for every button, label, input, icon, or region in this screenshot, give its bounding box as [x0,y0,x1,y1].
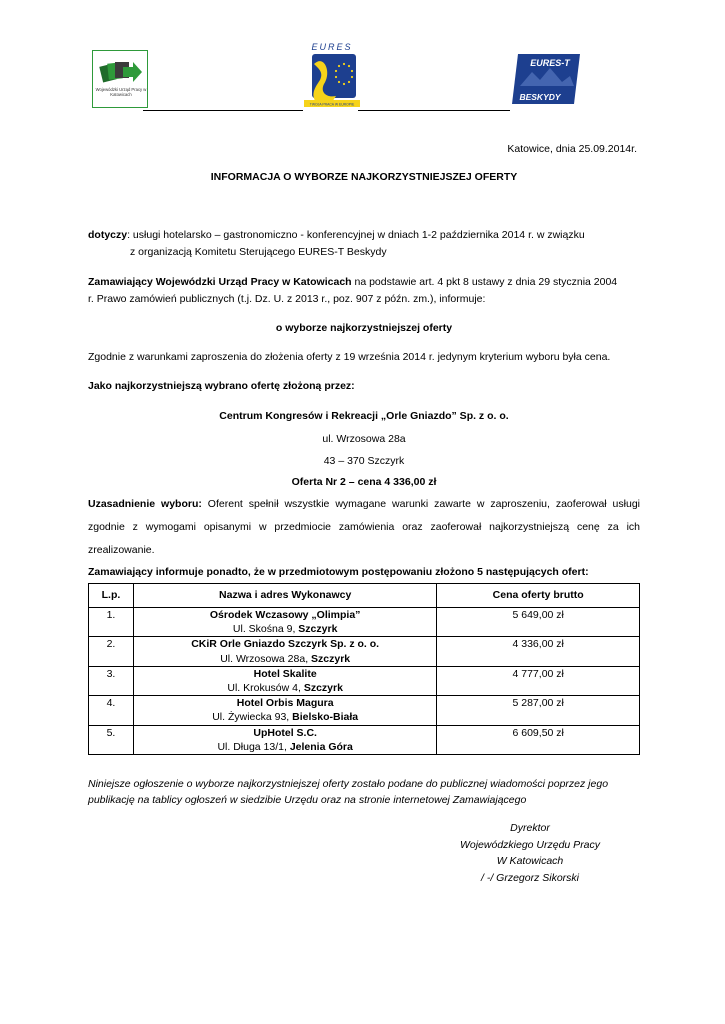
contractor-city: Bielsko-Biała [292,711,359,724]
contractor-name: CKiR Orle Gniazdo Szczyrk Sp. z o. o. [191,638,380,651]
signature-name: / -/ Grzegorz Sikorski [480,871,580,884]
row-lp: 2. [89,637,134,666]
notice-line-2: publikację na tablicy ogłoszeń w siedzibie Urzędu oraz na stronie internetowej Zamawiającego [88,794,527,806]
contractor-name: Hotel Orbis Magura [236,697,334,710]
contractor-city: Szczyrk [298,623,338,636]
row-lp: 4. [89,696,134,725]
offers-intro: Zamawiający informuje ponadto, że w przedmiotowym postępowaniu złożono 5 następujących ofert: [88,566,589,578]
eures-logo-band: TWOJA PRACA W EUROPIE [309,102,355,107]
subheading: o wyborze najkorzystniejszej oferty [275,322,453,334]
contractor-address [138,710,432,724]
wup-logo [92,50,148,108]
document-title: INFORMACJA O WYBORZE NAJKORZYSTNIEJSZEJ OFERTY [210,171,518,183]
intro-ordering-party: Zamawiający Wojewódzki Urząd Pracy w Katowicach [88,276,352,288]
signature-city: W Katowicach [496,855,564,867]
row-price: 5 649,00 zł [437,608,640,637]
subject-line-2: z organizacją Komitetu Sterującego EURES-T Beskydy [130,246,387,258]
header-rule-right [358,110,510,111]
notice-line-1: Niniejsze ogłoszenie o wyborze najkorzystniejszej oferty zostało podane do publicznej wiadomości poprzez jego [88,778,609,790]
eurest-logo-line1: EURES-T [530,58,570,68]
contractor-city: Szczyrk [311,652,351,665]
row-contractor [133,637,436,666]
contractor-street: Ul. Długa 13/1, [217,740,290,753]
row-lp: 5. [89,725,134,754]
subject-text: : usługi hotelarsko – gastronomiczno - konferencyjnej w dniach 1-2 października 2014 r. w związku [127,229,585,241]
row-lp: 1. [89,608,134,637]
header-rule-left [143,110,303,111]
eures-logo-text: EURES [311,42,353,52]
contractor-city: Jelenia Góra [289,740,353,753]
justification-line-2: zgodnie z wymogami opisanymi w przedmiocie zamówienia oraz zaoferował najkorzystniejszą cenę za ich [88,521,640,533]
table-header-row [89,584,640,608]
signature-office: Wojewódzkiego Urzędu Pracy [459,838,601,851]
winner-street: ul. Wrzosowa 28a [322,433,406,445]
contractor-street: Ul. Krokusów 4, [227,682,304,695]
winner-city: 43 – 370 Szczyrk [323,455,405,467]
contractor-address [138,740,432,754]
contractor-address [138,681,432,695]
contractor-street: Ul. Żywiecka 93, [212,711,293,724]
contractor-address [138,622,432,636]
justification-line-1 [88,497,640,511]
intro-text: na podstawie art. 4 pkt 8 ustawy z dnia 29 stycznia 2004 [351,276,618,288]
winner-name: Centrum Kongresów i Rekreacji „Orle Gniazdo” Sp. z o. o. [219,410,509,422]
contractor-name: Ośrodek Wczasowy „Olimpia” [209,609,361,621]
row-contractor [133,696,436,725]
intro-line-2: r. Prawo zamówień publicznych (t.j. Dz. U. z 2013 r., poz. 907 z późn. zm.), informuje: [88,293,486,305]
arrow-cards-icon [99,59,143,85]
header-lp: L.p. [89,584,134,608]
row-contractor [133,608,436,637]
signature-title: Dyrektor [510,822,550,834]
criteria-text: Zgodnie z warunkami zaproszenia do złożenia oferty z 19 września 2014 r. jedynym kryterium wyboru była cena. [88,351,611,363]
contractor-address [138,652,432,666]
row-price: 6 609,50 zł [437,725,640,754]
contractor-name: Hotel Skalite [253,667,317,680]
row-contractor [133,725,436,754]
chosen-label: Jako najkorzystniejszą wybrano ofertę złożoną przez: [88,380,355,392]
intro-line-1 [88,275,640,289]
row-lp: 3. [89,666,134,695]
row-contractor [133,666,436,695]
row-price: 4 777,00 zł [437,666,640,695]
wup-logo-caption: Wojewódzki Urząd Pracy w Katowicach [95,87,147,98]
contractor-street: Ul. Wrzosowa 28a, [220,652,312,665]
table-row [89,696,640,725]
justification-line-3: zrealizowanie. [88,544,155,556]
subject-line-1 [88,228,640,242]
winner-offer: Oferta Nr 2 – cena 4 336,00 zł [291,476,437,488]
table-row [89,637,640,666]
offers-table [88,583,640,755]
date-line: Katowice, dnia 25.09.2014r. [507,143,637,155]
eures-logo [302,42,362,108]
signature-block [430,820,630,886]
header-contractor: Nazwa i adres Wykonawcy [133,584,436,608]
table-row [89,725,640,754]
eures-t-beskydy-logo [510,52,582,106]
header-price: Cena oferty brutto [437,584,640,608]
row-price: 4 336,00 zł [437,637,640,666]
row-price: 5 287,00 zł [437,696,640,725]
contractor-city: Szczyrk [303,682,343,695]
contractor-name: UpHotel S.C. [253,726,317,739]
eurest-logo-line2: BESKYDY [519,92,561,102]
subject-label: dotyczy [88,229,128,241]
table-row [89,666,640,695]
justification-label: Uzasadnienie wyboru: [88,498,202,510]
justification-text: Oferent spełnił wszystkie wymagane warunki zawarte w zaproszeniu, zaoferował usługi [201,498,640,510]
contractor-street: Ul. Skośna 9, [232,623,299,636]
table-row [89,608,640,637]
